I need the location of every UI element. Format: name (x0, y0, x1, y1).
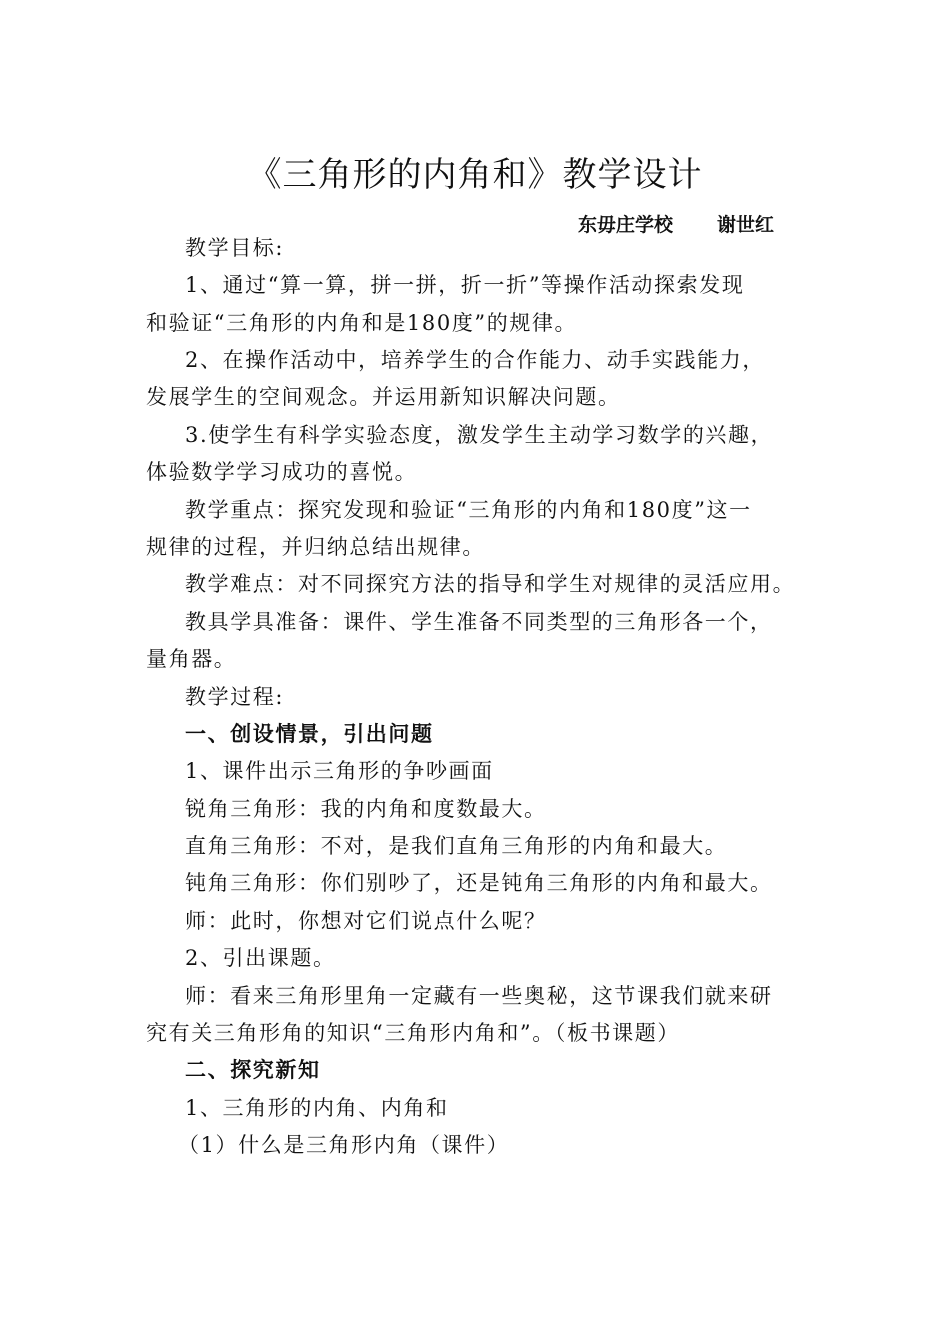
paragraph-line: 究有关三角形角的知识“三角形内角和”。（板书课题） (146, 1021, 680, 1045)
paragraph-line: 1、通过“算一算，拼一拼，折一折”等操作活动探索发现 (185, 273, 745, 297)
paragraph-line: 钝角三角形：你们别吵了，还是钝角三角形的内角和最大。 (185, 871, 773, 895)
author-name: 谢世红 (717, 214, 775, 236)
section-heading: 一、创设情景，引出问题 (185, 721, 434, 746)
paragraph-line: 师：此时，你想对它们说点什么呢？ (185, 909, 547, 933)
section-heading: 二、探究新知 (185, 1057, 321, 1082)
paragraph-line: 发展学生的空间观念。并运用新知识解决问题。 (146, 385, 621, 409)
paragraph-line: 3.使学生有科学实验态度，激发学生主动学习数学的兴趣， (185, 423, 774, 447)
author-line (578, 210, 774, 240)
paragraph-line: 量角器。 (146, 647, 237, 671)
heading-teaching-goals: 教学目标: (185, 236, 285, 260)
paragraph-line: 教学难点：对不同探究方法的指导和学生对规律的灵活应用。 (185, 572, 796, 596)
paragraph-line: 师：看来三角形里角一定藏有一些奥秘，这节课我们就来研 (185, 984, 773, 1008)
paragraph-line: 教具学具准备：课件、学生准备不同类型的三角形各一个， (185, 610, 773, 634)
heading-teaching-process: 教学过程: (185, 685, 285, 709)
paragraph-line: 1、课件出示三角形的争吵画面 (185, 759, 494, 783)
paragraph-line: 锐角三角形：我的内角和度数最大。 (185, 797, 547, 821)
author-school: 东毋庄学校 (578, 214, 674, 236)
paragraph-line: 直角三角形：不对，是我们直角三角形的内角和最大。 (185, 834, 728, 858)
document-title: 《三角形的内角和》教学设计 (247, 155, 703, 195)
paragraph-line: （1）什么是三角形内角（课件） (178, 1133, 510, 1157)
paragraph-line: 教学重点：探究发现和验证“三角形的内角和180度”这一 (185, 498, 752, 522)
paragraph-line: 2、引出课题。 (185, 946, 336, 970)
paragraph-line: 和验证“三角形的内角和是180度”的规律。 (146, 311, 578, 335)
paragraph-line: 1、三角形的内角、内角和 (185, 1096, 449, 1120)
paragraph-line: 2、在操作活动中，培养学生的合作能力、动手实践能力， (185, 348, 765, 372)
paragraph-line: 体验数学学习成功的喜悦。 (146, 460, 418, 484)
paragraph-line: 规律的过程，并归纳总结出规律。 (146, 535, 485, 559)
